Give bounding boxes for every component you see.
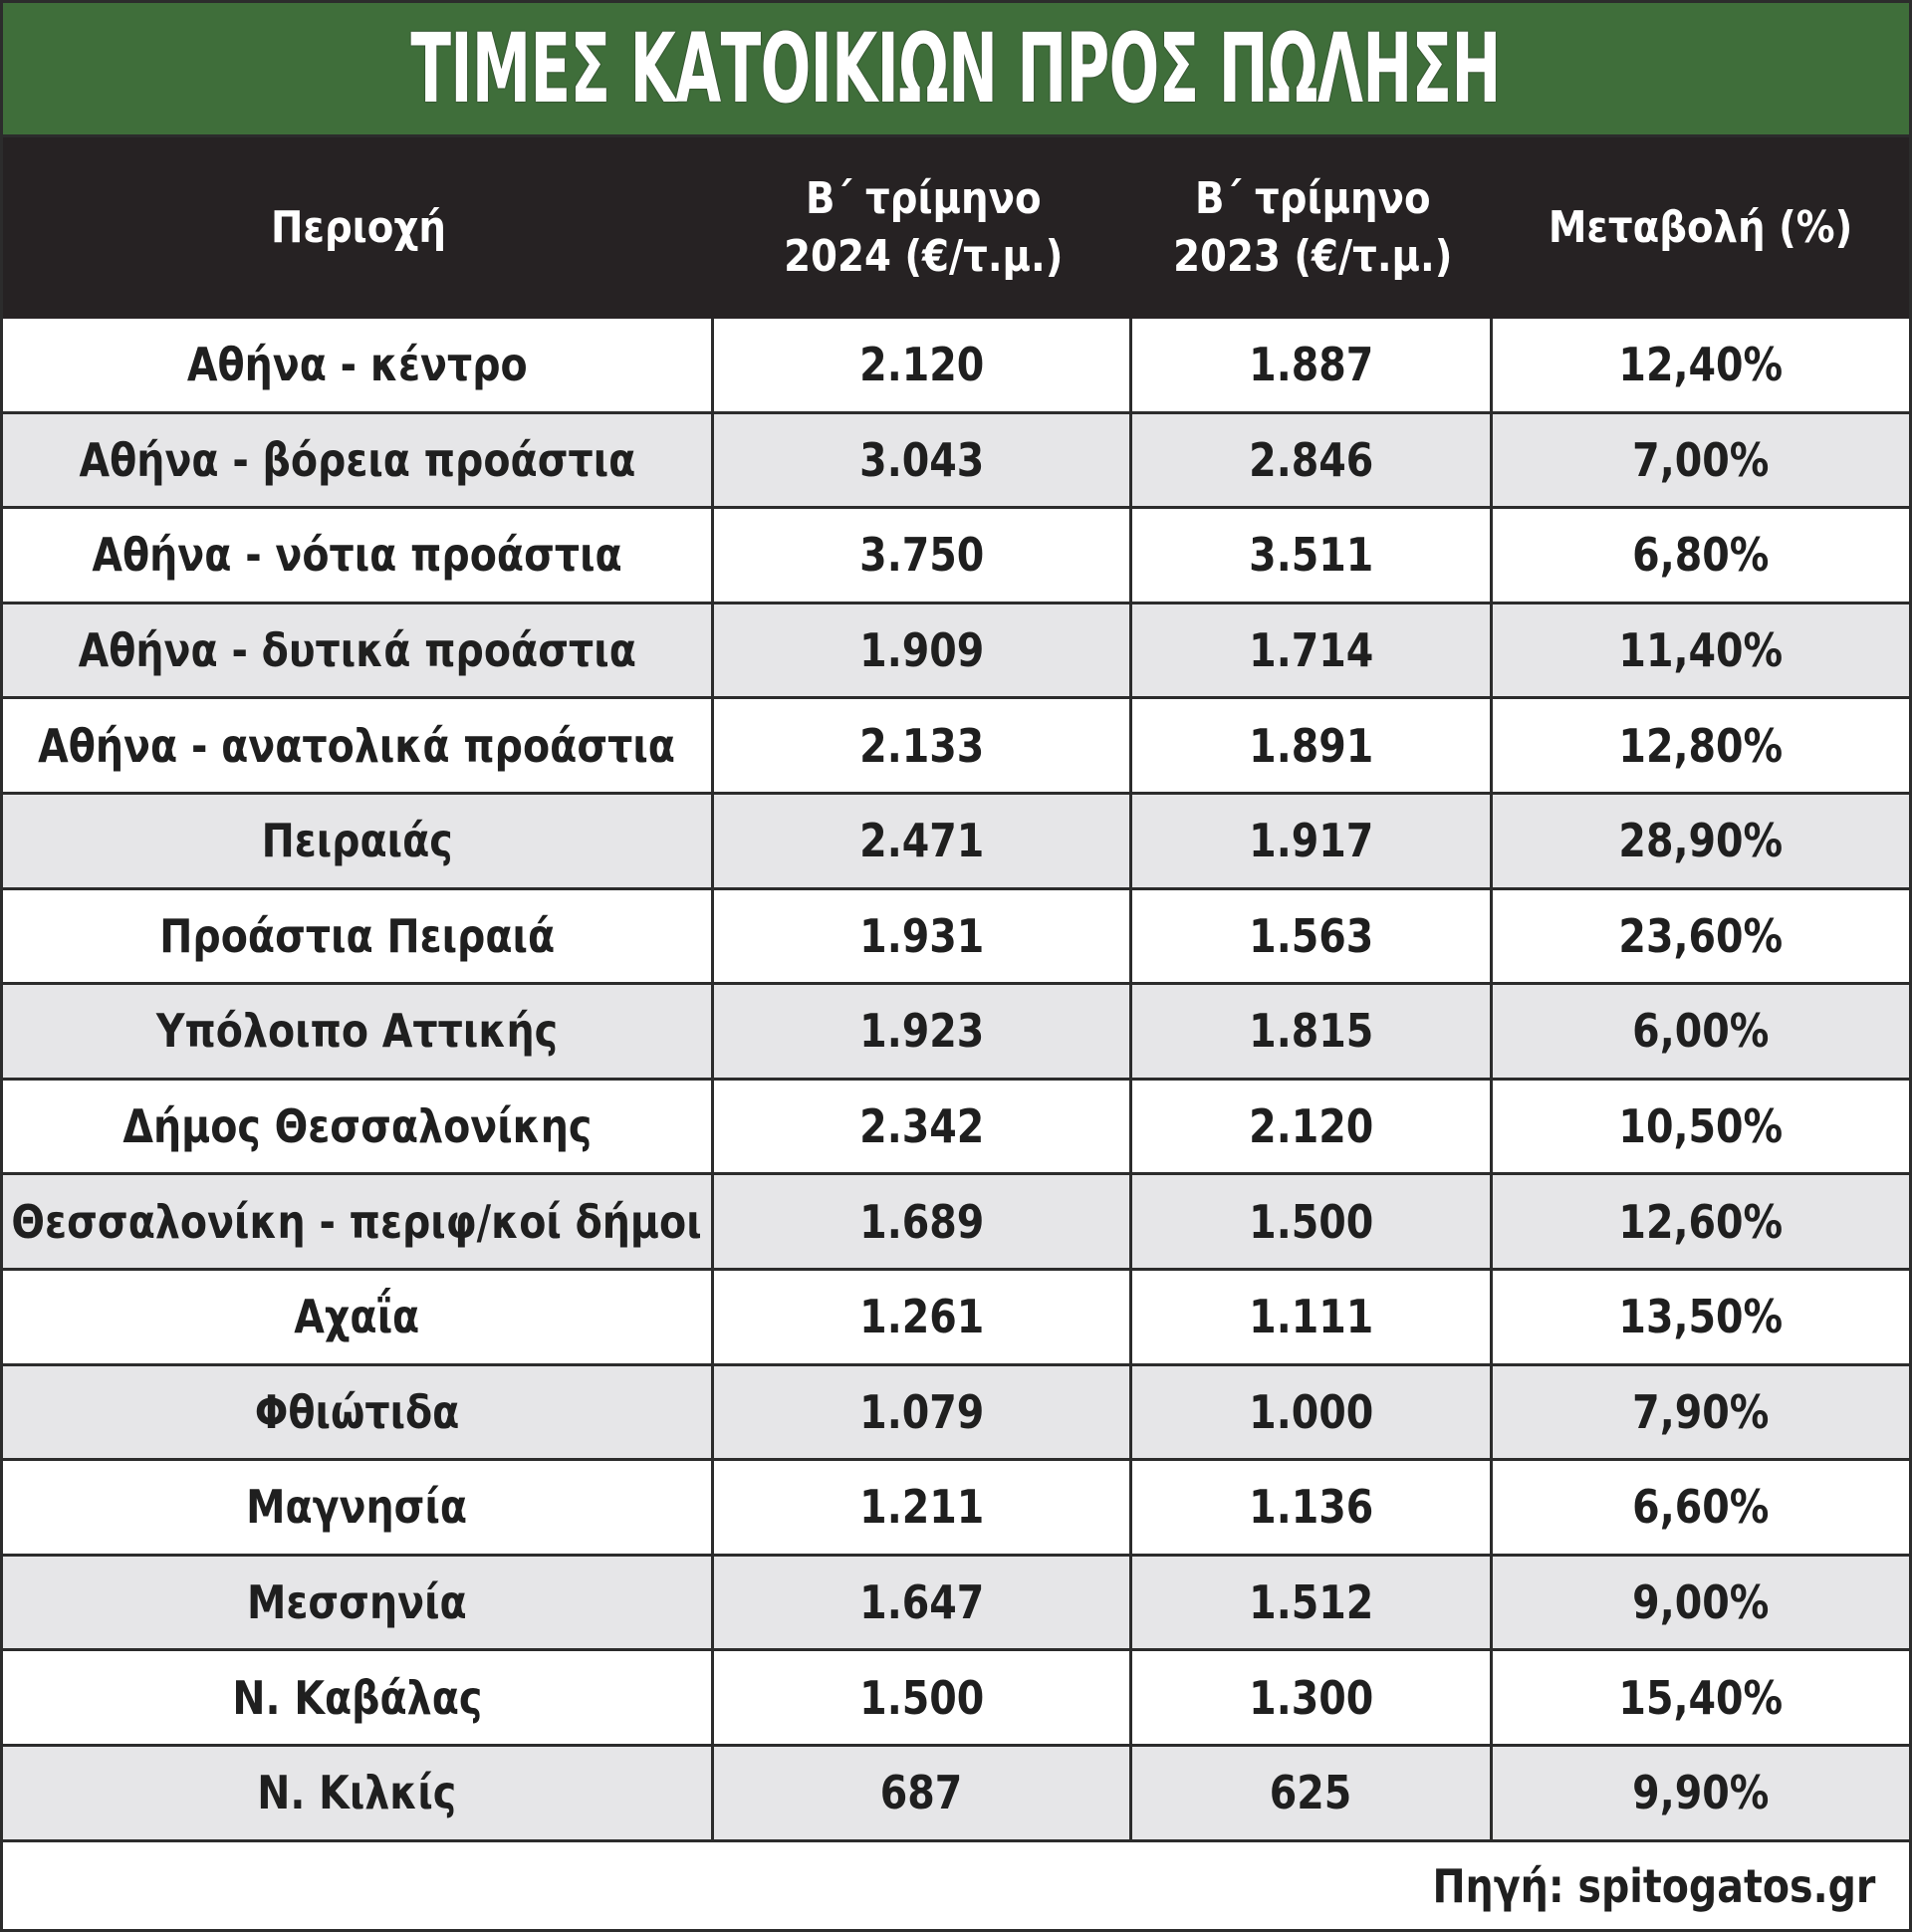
cell-q2-2024 [714,795,1132,887]
cell-q2-2024-text: 2.342 [858,1099,985,1154]
cell-region-text: Ν. Κιλκίς [257,1766,457,1820]
cell-q2-2023-text: 1.891 [1248,718,1374,773]
cell-region [3,1747,714,1839]
cell-region-text: Θεσσαλονίκη - περιφ/κοί δήμοι [11,1194,703,1249]
header-region: Περιοχή [271,202,446,253]
source-label: Πηγή: spitogatos.gr [1432,1858,1875,1913]
cell-region-text: Δήμος Θεσσαλονίκης [121,1099,593,1154]
cell-region-text: Μεσσηνία [247,1575,467,1630]
title-bar [3,3,1909,137]
cell-q2-2024-text: 1.647 [858,1575,985,1630]
cell-region-text: Αχαΐα [294,1290,420,1344]
cell-region-text: Αθήνα - βόρεια προάστια [79,432,635,487]
table-row [3,1747,1909,1842]
cell-region-text: Αθήνα - κέντρο [186,338,528,392]
cell-region [3,1651,714,1744]
cell-region [3,1557,714,1649]
cell-region [3,319,714,411]
cell-region-text: Αθήνα - ανατολικά προάστια [38,718,676,773]
cell-q2-2024-text: 1.261 [858,1290,985,1344]
cell-region-text: Φθιώτιδα [254,1384,460,1439]
cell-q2-2023 [1132,699,1493,792]
cell-q2-2023 [1132,795,1493,887]
cell-q2-2024 [714,604,1132,697]
cell-change [1493,604,1909,697]
table-title: ΤΙΜΕΣ ΚΑΤΟΙΚΙΩΝ ΠΡΟΣ ΠΩΛΗΣΗ [410,13,1502,124]
cell-region [3,890,714,983]
table-row [3,1271,1909,1366]
cell-change [1493,795,1909,887]
table-row [3,604,1909,700]
cell-q2-2024-text: 1.500 [858,1670,985,1725]
cell-change [1493,1461,1909,1554]
cell-q2-2024-text: 3.750 [858,528,985,583]
cell-region [3,699,714,792]
cell-q2-2023-text: 1.512 [1248,1575,1374,1630]
cell-change [1493,699,1909,792]
cell-q2-2024 [714,319,1132,411]
cell-change [1493,1366,1909,1459]
cell-q2-2023 [1132,985,1493,1078]
table-row [3,1461,1909,1557]
cell-region-text: Αθήνα - δυτικά προάστια [78,623,636,678]
cell-q2-2023 [1132,509,1493,602]
table-row [3,795,1909,890]
cell-q2-2023 [1132,890,1493,983]
cell-region [3,604,714,697]
cell-change [1493,890,1909,983]
cell-q2-2024 [714,1651,1132,1744]
cell-region [3,795,714,887]
cell-q2-2023 [1132,414,1493,507]
cell-change-text: 11,40% [1618,623,1784,678]
cell-change [1493,414,1909,507]
cell-change-text: 23,60% [1618,908,1784,963]
table-row [3,1557,1909,1652]
table-row [3,1175,1909,1271]
cell-change-text: 15,40% [1618,1670,1784,1725]
cell-change [1493,1271,1909,1363]
cell-change-text: 6,80% [1632,528,1770,583]
cell-q2-2023 [1132,604,1493,697]
cell-change-text: 9,90% [1632,1766,1770,1820]
header-q2-2023: Β΄ τρίμηνο 2023 (€/τ.μ.) [1172,173,1453,282]
cell-q2-2024 [714,414,1132,507]
cell-q2-2023-text: 1.000 [1248,1384,1374,1439]
cell-q2-2023-text: 1.500 [1248,1194,1374,1249]
cell-region [3,985,714,1078]
table-row [3,985,1909,1081]
cell-q2-2024-text: 2.120 [858,338,985,392]
cell-q2-2024 [714,1747,1132,1839]
cell-q2-2023-text: 1.563 [1248,908,1374,963]
cell-q2-2023 [1132,1175,1493,1268]
table-row [3,414,1909,510]
cell-q2-2023 [1132,1747,1493,1839]
cell-q2-2024 [714,1557,1132,1649]
cell-change [1493,319,1909,411]
cell-region [3,1175,714,1268]
cell-q2-2024 [714,509,1132,602]
cell-change-text: 12,40% [1618,338,1784,392]
cell-q2-2023 [1132,319,1493,411]
cell-change-text: 13,50% [1618,1290,1784,1344]
cell-q2-2024-text: 3.043 [858,432,985,487]
cell-q2-2024-text: 2.133 [858,718,985,773]
cell-change [1493,1651,1909,1744]
source-row [3,1842,1909,1929]
cell-q2-2024-text: 1.079 [858,1384,985,1439]
cell-q2-2024-text: 2.471 [858,814,985,868]
table-row [3,509,1909,604]
cell-change [1493,1557,1909,1649]
cell-q2-2023 [1132,1461,1493,1554]
cell-q2-2024-text: 687 [880,1766,963,1820]
cell-q2-2023-text: 1.111 [1248,1290,1374,1344]
table-row [3,1081,1909,1176]
cell-q2-2024 [714,1175,1132,1268]
table-row [3,1366,1909,1462]
cell-region-text: Πειραιάς [261,814,453,868]
cell-region-text: Μαγνησία [246,1480,468,1535]
cell-q2-2023-text: 3.511 [1248,528,1374,583]
cell-change-text: 6,00% [1632,1004,1770,1059]
cell-q2-2023 [1132,1651,1493,1744]
cell-q2-2024 [714,1461,1132,1554]
cell-q2-2023-text: 1.887 [1248,338,1374,392]
cell-q2-2023 [1132,1271,1493,1363]
header-row [3,137,1909,319]
cell-q2-2024-text: 1.909 [858,623,985,678]
cell-region [3,1461,714,1554]
cell-q2-2024 [714,699,1132,792]
cell-q2-2024 [714,1366,1132,1459]
cell-q2-2024-text: 1.923 [858,1004,985,1059]
cell-change-text: 9,00% [1632,1575,1770,1630]
cell-region-text: Αθήνα - νότια προάστια [92,528,622,583]
table-row [3,699,1909,795]
cell-change-text: 12,60% [1618,1194,1784,1249]
cell-q2-2023-text: 625 [1270,1766,1352,1820]
cell-q2-2023 [1132,1366,1493,1459]
cell-q2-2023-text: 2.846 [1248,432,1374,487]
cell-change-text: 7,00% [1632,432,1770,487]
table-row [3,1651,1909,1747]
cell-q2-2024-text: 1.689 [858,1194,985,1249]
cell-q2-2024 [714,890,1132,983]
cell-change [1493,1747,1909,1839]
cell-q2-2023-text: 1.815 [1248,1004,1374,1059]
table-row [3,890,1909,986]
header-q2-2024: Β΄ τρίμηνο 2024 (€/τ.μ.) [783,173,1064,282]
cell-region-text: Προάστια Πειραιά [159,908,555,963]
cell-region [3,1366,714,1459]
cell-q2-2024 [714,985,1132,1078]
cell-region-text: Ν. Καβάλας [232,1670,482,1725]
cell-change-text: 7,90% [1632,1384,1770,1439]
header-change: Μεταβολή (%) [1549,202,1853,253]
cell-q2-2023 [1132,1557,1493,1649]
cell-q2-2023-text: 1.917 [1248,814,1374,868]
cell-q2-2023-text: 1.714 [1248,623,1374,678]
cell-q2-2023-text: 1.300 [1248,1670,1374,1725]
cell-change [1493,1175,1909,1268]
cell-change [1493,985,1909,1078]
cell-q2-2024 [714,1271,1132,1363]
cell-change-text: 6,60% [1632,1480,1770,1535]
cell-q2-2023 [1132,1081,1493,1173]
cell-q2-2024 [714,1081,1132,1173]
cell-change-text: 12,80% [1618,718,1784,773]
cell-change [1493,1081,1909,1173]
cell-q2-2024-text: 1.931 [858,908,985,963]
cell-q2-2023-text: 1.136 [1248,1480,1374,1535]
cell-change-text: 10,50% [1618,1099,1784,1154]
table-row [3,319,1909,414]
cell-region-text: Υπόλοιπο Αττικής [155,1004,559,1059]
cell-change-text: 28,90% [1618,814,1784,868]
table-body [3,319,1909,1842]
cell-region [3,1081,714,1173]
cell-region [3,414,714,507]
cell-change [1493,509,1909,602]
cell-q2-2024-text: 1.211 [858,1480,985,1535]
cell-q2-2023-text: 2.120 [1248,1099,1374,1154]
cell-region [3,509,714,602]
cell-region [3,1271,714,1363]
